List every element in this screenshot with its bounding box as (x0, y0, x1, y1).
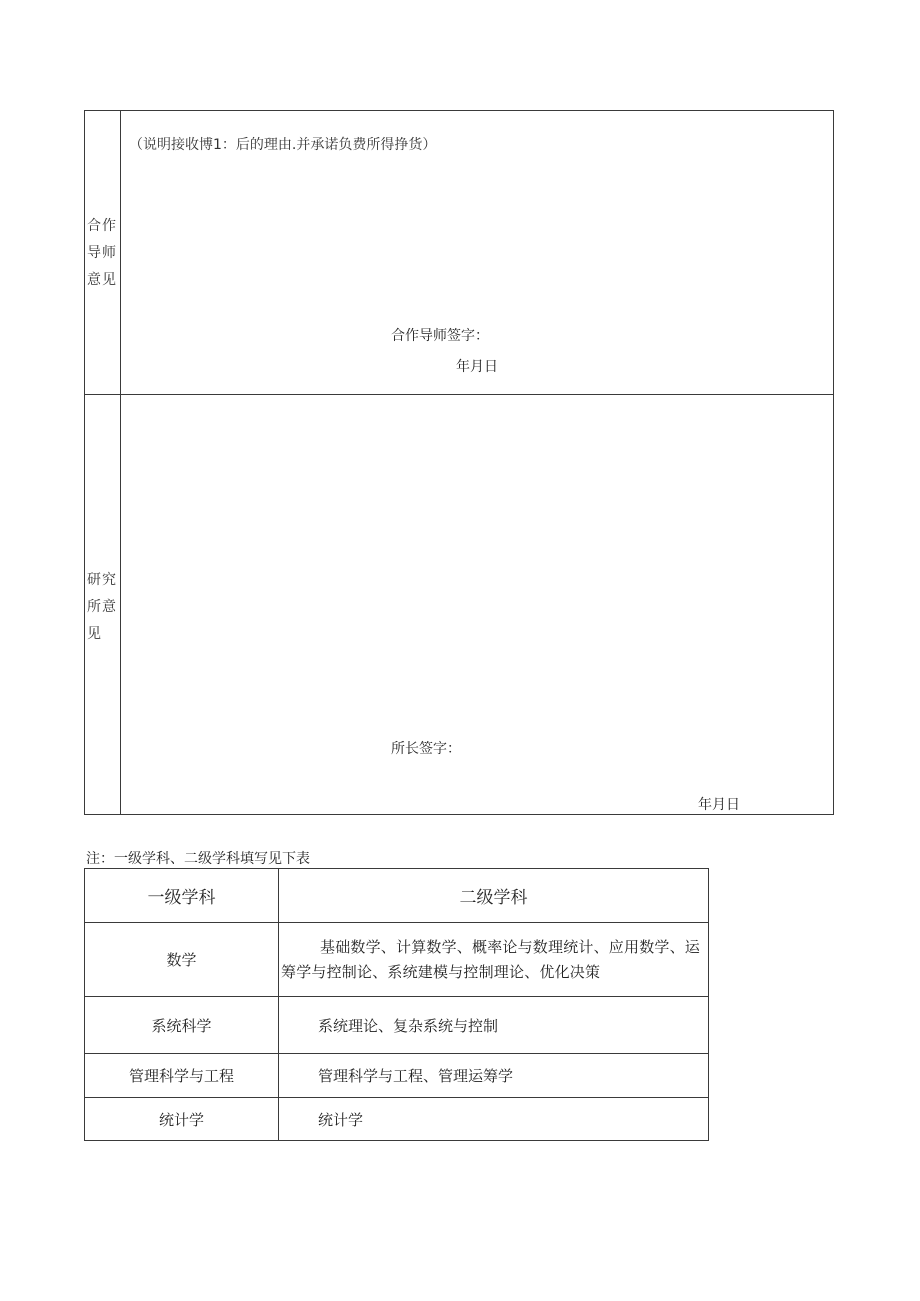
advisor-opinion-row (85, 111, 833, 395)
second-level-cell: 系统理论、复杂系统与控制 (279, 997, 709, 1054)
opinion-form-table (84, 110, 834, 815)
table-row (85, 923, 709, 997)
institute-opinion-label: 研究所意见 (87, 572, 117, 642)
discipline-table-header-row (85, 869, 709, 923)
institute-opinion-row (85, 395, 833, 814)
header-first-level-discipline: 一级学科 (85, 869, 279, 923)
institute-opinion-content[interactable] (121, 395, 833, 814)
discipline-table (84, 868, 709, 1141)
table-row (85, 1098, 709, 1141)
advisor-signature-label: 合作导师签字： (391, 328, 489, 344)
advisor-date-label: 年月日 (456, 359, 498, 375)
table-row (85, 997, 709, 1054)
second-level-cell: 基础数学、计算数学、概率论与数理统计、应用数学、运筹学与控制论、系统建模与控制理论、优化决策 (279, 923, 709, 997)
institute-opinion-label-cell (85, 395, 121, 814)
table-row (85, 1054, 709, 1098)
first-level-cell: 统计学 (85, 1098, 279, 1141)
discipline-note: 注：一级学科、二级学科填写见下表 (86, 851, 310, 867)
first-level-cell: 数学 (85, 923, 279, 997)
advisor-opinion-instruction: （说明接收博1：后的理由.并承诺负费所得挣货） (129, 137, 437, 153)
advisor-opinion-label-cell (85, 111, 121, 394)
first-level-cell: 系统科学 (85, 997, 279, 1054)
advisor-opinion-content[interactable] (121, 111, 833, 394)
advisor-opinion-label: 合作导师意见 (87, 218, 117, 288)
first-level-cell: 管理科学与工程 (85, 1054, 279, 1098)
header-second-level-discipline: 二级学科 (279, 869, 709, 923)
director-signature-label: 所长签字： (391, 741, 461, 757)
second-level-cell: 统计学 (279, 1098, 709, 1141)
second-level-cell: 管理科学与工程、管理运筹学 (279, 1054, 709, 1098)
director-date-label: 年月日 (698, 797, 740, 813)
